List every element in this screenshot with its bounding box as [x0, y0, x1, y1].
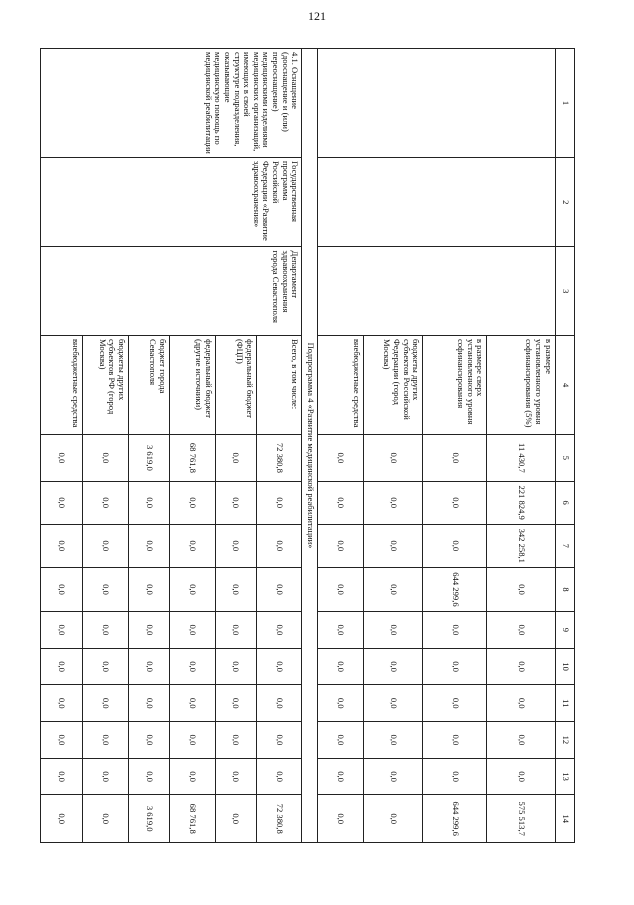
- value-cell: 0,0: [215, 435, 256, 481]
- value-cell: 0,0: [83, 567, 129, 611]
- header-cell: 7: [555, 524, 574, 567]
- value-cell: 0,0: [41, 481, 83, 524]
- header-cell: 2: [555, 157, 574, 247]
- value-cell: 0,0: [41, 722, 83, 759]
- value-cell: 0,0: [318, 685, 364, 722]
- value-cell: 221 824,9: [487, 481, 555, 524]
- value-cell: 0,0: [363, 685, 422, 722]
- value-cell: 0,0: [41, 648, 83, 685]
- value-cell: 0,0: [169, 648, 215, 685]
- value-cell: 0,0: [256, 685, 302, 722]
- value-cell: 0,0: [215, 758, 256, 795]
- value-cell: 0,0: [215, 685, 256, 722]
- value-cell: 68 761,8: [169, 435, 215, 481]
- header-cell: 10: [555, 648, 574, 685]
- value-cell: 0,0: [41, 685, 83, 722]
- value-cell: 0,0: [169, 722, 215, 759]
- table-row: [487, 49, 555, 843]
- value-cell: 72 380,8: [256, 435, 302, 481]
- value-cell: 0,0: [487, 567, 555, 611]
- value-cell: 0,0: [423, 648, 487, 685]
- value-cell: 0,0: [215, 481, 256, 524]
- value-cell: 644 299,6: [423, 567, 487, 611]
- value-cell: 0,0: [318, 435, 364, 481]
- rotated-table-container: [40, 48, 575, 843]
- value-cell: 0,0: [487, 648, 555, 685]
- value-cell: 0,0: [363, 722, 422, 759]
- value-cell: 0,0: [318, 481, 364, 524]
- value-cell: 0,0: [83, 795, 129, 843]
- value-cell: 0,0: [128, 722, 169, 759]
- value-cell: 0,0: [83, 524, 129, 567]
- value-cell: 0,0: [423, 612, 487, 649]
- value-cell: 0,0: [215, 722, 256, 759]
- value-cell: 0,0: [423, 758, 487, 795]
- table-row: [256, 49, 302, 843]
- value-cell: 0,0: [169, 758, 215, 795]
- value-cell: 0,0: [215, 795, 256, 843]
- value-cell: 0,0: [423, 722, 487, 759]
- value-cell: 0,0: [318, 567, 364, 611]
- value-cell: 0,0: [256, 648, 302, 685]
- executor-cell: Департамент здравоохранения города Севастополя: [41, 247, 302, 335]
- table-body: [41, 49, 575, 843]
- header-cell: 9: [555, 612, 574, 649]
- value-cell: 0,0: [128, 481, 169, 524]
- value-cell: 342 258,1: [487, 524, 555, 567]
- value-cell: 0,0: [363, 795, 422, 843]
- value-cell: 0,0: [318, 612, 364, 649]
- value-cell: 0,0: [83, 685, 129, 722]
- header-cell: 5: [555, 435, 574, 481]
- funding-source-cell: в размере установленного уровня софинансирования (5%): [487, 335, 555, 434]
- program-name-cell: Государственная программа Российской Федерации «Развитие здравоохранения»: [41, 157, 302, 247]
- value-cell: 0,0: [256, 481, 302, 524]
- value-cell: 0,0: [83, 758, 129, 795]
- value-cell: 0,0: [169, 481, 215, 524]
- value-cell: 0,0: [363, 648, 422, 685]
- header-row: [555, 49, 574, 843]
- value-cell: 0,0: [215, 648, 256, 685]
- value-cell: 0,0: [487, 722, 555, 759]
- header-cell: 12: [555, 722, 574, 759]
- value-cell: 0,0: [318, 795, 364, 843]
- header-cell: 11: [555, 685, 574, 722]
- funding-source-cell: федеральный бюджет (другие источники): [169, 335, 215, 434]
- value-cell: 0,0: [41, 795, 83, 843]
- value-cell: 0,0: [363, 758, 422, 795]
- value-cell: 3 619,0: [128, 795, 169, 843]
- funding-source-cell: бюджеты других субъектов Российской Федерации (город Москва): [363, 335, 422, 434]
- value-cell: 0,0: [423, 435, 487, 481]
- value-cell: 0,0: [128, 524, 169, 567]
- header-cell: 1: [555, 49, 574, 158]
- budget-table: [40, 48, 575, 843]
- value-cell: 0,0: [363, 567, 422, 611]
- header-cell: 6: [555, 481, 574, 524]
- value-cell: 72 380,8: [256, 795, 302, 843]
- value-cell: 0,0: [256, 722, 302, 759]
- value-cell: 0,0: [41, 758, 83, 795]
- funding-source-cell: в размере сверх установленного уровня софинансирования: [423, 335, 487, 434]
- funding-source-cell: федеральный бюджет (ФЦП): [215, 335, 256, 434]
- header-cell: 14: [555, 795, 574, 843]
- value-cell: 0,0: [256, 567, 302, 611]
- value-cell: 0,0: [128, 567, 169, 611]
- value-cell: 0,0: [256, 758, 302, 795]
- funding-source-cell: бюджеты других субъектов РФ (город Москва): [83, 335, 129, 434]
- value-cell: 0,0: [363, 435, 422, 481]
- subprogram-title: Подпрограмма 4 «Развитие медицинской реабилитации»: [302, 49, 318, 843]
- value-cell: 0,0: [215, 612, 256, 649]
- value-cell: 644 299,6: [423, 795, 487, 843]
- value-cell: 0,0: [41, 612, 83, 649]
- header-cell: 8: [555, 567, 574, 611]
- value-cell: 0,0: [363, 612, 422, 649]
- measure-empty-cell: [318, 49, 555, 158]
- value-cell: 0,0: [169, 612, 215, 649]
- header-cell: 3: [555, 247, 574, 335]
- value-cell: 0,0: [256, 524, 302, 567]
- value-cell: 0,0: [363, 481, 422, 524]
- value-cell: 0,0: [215, 567, 256, 611]
- header-cell: 4: [555, 335, 574, 434]
- funding-source-cell: бюджет города Севастополя: [128, 335, 169, 434]
- value-cell: 0,0: [41, 567, 83, 611]
- program-empty-cell: [318, 157, 555, 247]
- value-cell: 0,0: [318, 648, 364, 685]
- value-cell: 0,0: [423, 481, 487, 524]
- value-cell: 0,0: [128, 758, 169, 795]
- value-cell: 0,0: [423, 685, 487, 722]
- executor-empty-cell: [318, 247, 555, 335]
- value-cell: 0,0: [215, 524, 256, 567]
- value-cell: 0,0: [318, 524, 364, 567]
- value-cell: 0,0: [83, 612, 129, 649]
- funding-source-cell: внебюджетные средства: [318, 335, 364, 434]
- measure-name-cell: 4.1. Оснащение (дооснащение и (или) переоснащение) медицинскими изделиями медицинских организаций, имеющих в своей структуре подразделения, оказывающие медицинскую помощь по медицинской реабилитации: [41, 49, 302, 158]
- value-cell: 0,0: [83, 435, 129, 481]
- value-cell: 0,0: [169, 524, 215, 567]
- subprogram-row: [302, 49, 318, 843]
- value-cell: 0,0: [83, 481, 129, 524]
- header-cell: 13: [555, 758, 574, 795]
- value-cell: 0,0: [487, 758, 555, 795]
- value-cell: 0,0: [487, 685, 555, 722]
- value-cell: 575 513,7: [487, 795, 555, 843]
- value-cell: 3 619,0: [128, 435, 169, 481]
- value-cell: 0,0: [169, 685, 215, 722]
- value-cell: 0,0: [83, 722, 129, 759]
- value-cell: 0,0: [128, 685, 169, 722]
- value-cell: 0,0: [423, 524, 487, 567]
- value-cell: 0,0: [83, 648, 129, 685]
- value-cell: 11 430,7: [487, 435, 555, 481]
- value-cell: 0,0: [318, 722, 364, 759]
- value-cell: 0,0: [128, 648, 169, 685]
- funding-source-cell: внебюджетные средства: [41, 335, 83, 434]
- value-cell: 0,0: [169, 567, 215, 611]
- funding-source-cell: Всего, в том числе:: [256, 335, 302, 434]
- value-cell: 0,0: [41, 435, 83, 481]
- value-cell: 0,0: [128, 612, 169, 649]
- page-number: 121: [308, 9, 326, 23]
- value-cell: 0,0: [487, 612, 555, 649]
- value-cell: 68 761,8: [169, 795, 215, 843]
- value-cell: 0,0: [41, 524, 83, 567]
- value-cell: 0,0: [256, 612, 302, 649]
- value-cell: 0,0: [318, 758, 364, 795]
- value-cell: 0,0: [363, 524, 422, 567]
